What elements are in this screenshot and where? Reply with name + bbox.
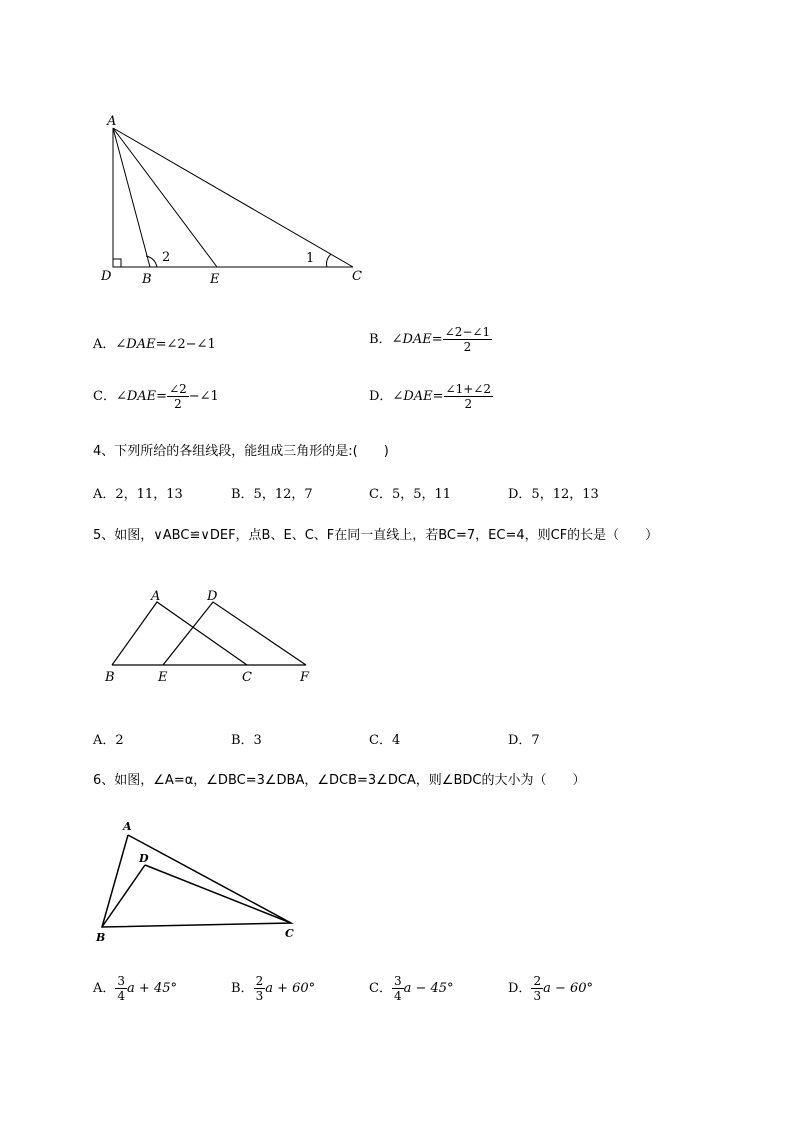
figure-triangle-dae [95,110,385,295]
point-d-label: D [207,589,218,604]
point-c-label: C [242,670,252,685]
point-a-label: A [151,589,161,604]
point-a-label: A [123,820,132,833]
point-b-label: B [105,670,115,685]
point-f-label: F [300,670,310,685]
q4-option-d[interactable]: D．5，12，13 [508,487,599,502]
q6-option-b[interactable]: B． $\frac{2}{3}$ a + 60° [231,974,316,1003]
fraction: $\frac{2}{3}$ [255,974,264,1003]
q5-option-d[interactable]: D．7 [508,733,540,748]
point-b-label: B [142,272,152,287]
q3-option-c[interactable]: C．∠DAE= $\frac{\angle 2}{2}$ −∠1 [93,382,219,411]
point-a-label: A [107,114,117,129]
q3-option-d[interactable]: D．∠DAE= $\frac{\angle 1+\angle 2}{2}$ [369,382,491,411]
angle-1-label: 1 [306,251,315,266]
q5-stem: 5、如图，∨ABC≌∨DEF，点B、E、C、F在同一直线上，若BC=7，EC=4，则CF的长是（ ） [93,528,659,543]
angle-2-label: 2 [162,250,171,265]
angle-1-arc [327,254,332,267]
point-d-label: D [101,269,112,284]
point-b-label: B [96,931,106,944]
segment-dc [145,865,291,923]
point-c-label: C [352,269,362,284]
q5-option-a[interactable]: A．2 [93,733,124,748]
q6-option-d[interactable]: D． $\frac{2}{3}$ a − 60° [508,974,594,1003]
segment-ab [113,128,150,267]
triangle-abc [102,835,291,927]
q5-option-c[interactable]: C．4 [369,733,401,748]
fraction: $\frac{\angle 2}{2}$ [169,382,187,411]
q6-stem: 6、如图，∠A=α，∠DBC=3∠DBA，∠DCB=3∠DCA，则∠BDC的大小为（ ） [93,773,586,788]
right-angle-mark [113,259,121,267]
point-c-label: C [285,927,294,940]
point-e-label: E [210,272,220,287]
q4-option-b[interactable]: B．5，12，7 [231,487,313,502]
point-e-label: E [158,670,168,685]
q6-option-a[interactable]: A． $\frac{3}{4}$ a + 45° [93,974,177,1003]
q4-option-a[interactable]: A．2，11，13 [93,487,183,502]
fraction: $\frac{\angle 1+\angle 2}{2}$ [445,382,491,411]
segment-ac [113,128,353,267]
segment-bd [102,865,145,927]
figure-congruent-triangles [100,585,330,690]
q6-option-c[interactable]: C． $\frac{3}{4}$ a − 45° [369,974,454,1003]
q4-option-c[interactable]: C．5，5，11 [369,487,452,502]
q3-option-a[interactable]: A．∠DAE=∠2−∠1 [93,337,216,352]
fraction: $\frac{3}{4}$ [117,974,126,1003]
q5-option-b[interactable]: B．3 [231,733,262,748]
fraction: $\frac{3}{4}$ [393,974,402,1003]
point-d-label: D [139,852,149,865]
q4-stem: 4、下列所给的各组线段，能组成三角形的是:( ) [93,444,389,459]
fraction: $\frac{\angle 2-\angle 1}{2}$ [444,325,491,354]
segment-ae [113,128,217,267]
fraction: $\frac{2}{3}$ [533,974,542,1003]
q3-option-b[interactable]: B．∠DAE= $\frac{\angle 2-\angle 1}{2}$ [369,325,491,354]
figure-triangle-abc-point-d [90,815,305,945]
